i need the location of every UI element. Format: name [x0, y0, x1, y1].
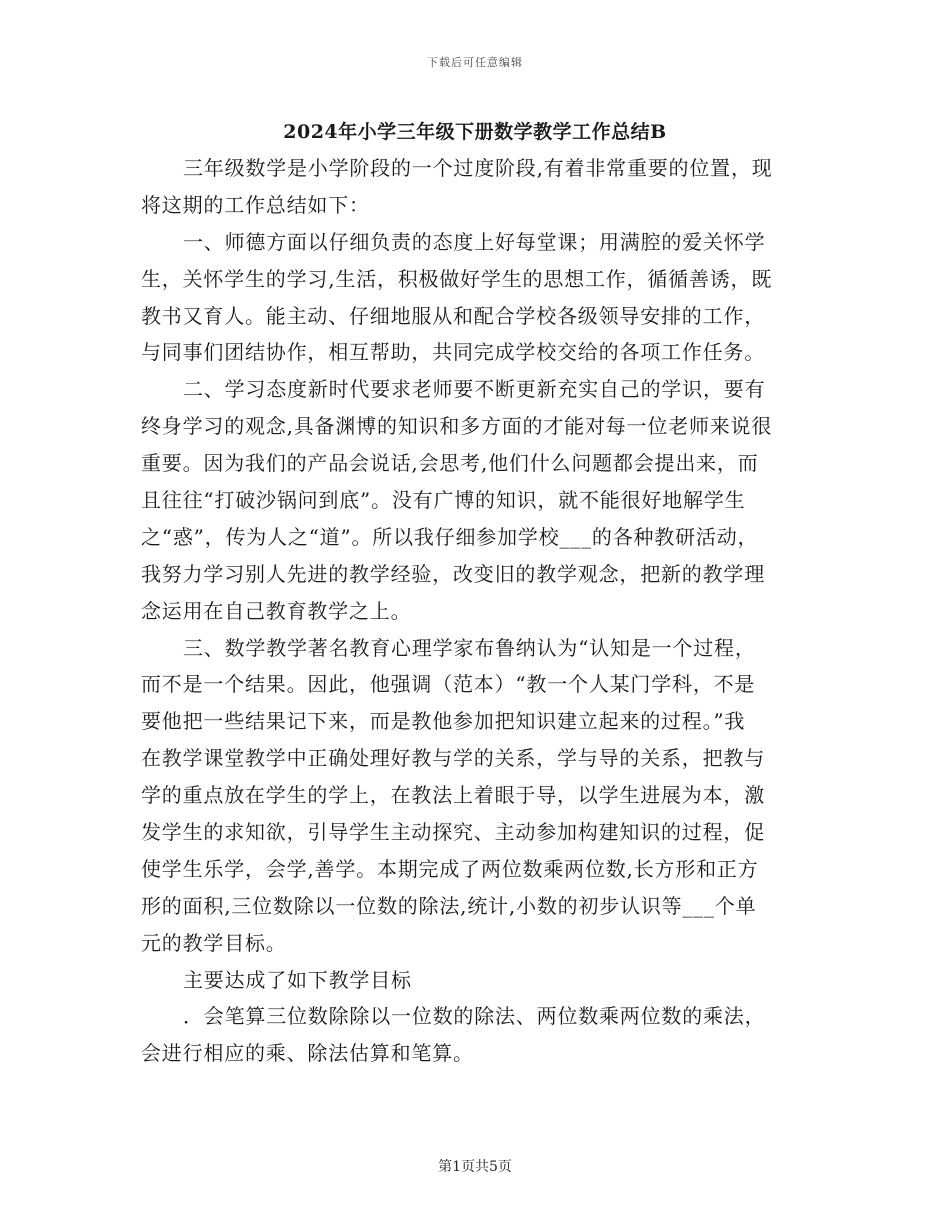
text-line: 与同事们团结协作，相互帮助，共同完成学校交给的各项工作任务。	[141, 340, 765, 365]
text-line: 发学生的求知欲，引导学生主动探究、主动参加构建知识的过程，促	[141, 820, 765, 845]
text-line: 二、学习态度新时代要求老师要不断更新充实自己的学识，要有	[183, 377, 766, 402]
text-line: 在教学课堂教学中正确处理好教与学的关系，学与导的关系，把教与	[141, 746, 765, 771]
text-line: 主要达成了如下教学目标	[183, 967, 412, 992]
text-line: 念运用在自己教育教学之上。	[141, 598, 412, 623]
text-line: 形的面积,三位数除以一位数的除法,统计,小数的初步认识等___个单	[141, 893, 757, 918]
text-line: 三、数学教学著名教育心理学家布鲁纳认为“认知是一个过程，	[183, 635, 756, 660]
text-line: 之“惑”，传为人之“道”。所以我仔细参加学校___的各种教研活动，	[141, 524, 759, 549]
text-line: 元的教学目标。	[141, 930, 287, 955]
text-line: 终身学习的观念,具备渊博的知识和多方面的才能对每一位老师来说很	[141, 414, 773, 439]
text-line: 将这期的工作总结如下：	[141, 192, 370, 217]
text-line: 且往往“打破沙锅问到底”。没有广博的知识，就不能很好地解学生	[141, 488, 746, 513]
text-line: 教书又育人。能主动、仔细地服从和配合学校各级领导安排的工作，	[141, 303, 765, 328]
text-line: 会进行相应的乘、除法估算和笔算。	[141, 1041, 474, 1066]
text-line: 使学生乐学，会学,善学。本期完成了两位数乘两位数,长方形和正方	[141, 856, 759, 881]
text-line: 学的重点放在学生的学上，在教法上着眼于导，以学生进展为本，激	[141, 783, 765, 808]
text-line: 而不是一个结果。因此，他强调（范本）“教一个人某门学科，不是	[141, 672, 756, 697]
document-title: 2024年小学三年级下册数学教学工作总结B	[283, 121, 667, 143]
text-line: 三年级数学是小学阶段的一个过度阶段,有着非常重要的位置，现	[183, 156, 773, 180]
text-line: 要他把一些结果记下来，而是教他参加把知识建立起来的过程。”我	[141, 709, 746, 734]
document-body	[141, 150, 821, 1072]
text-line: 一、师德方面以仔细负责的态度上好每堂课；用满腔的爱关怀学	[183, 229, 766, 254]
text-line: ．会笔算三位数除除以一位数的除法、两位数乘两位数的乘法，	[183, 1004, 766, 1029]
text-line: 重要。因为我们的产品会说话,会思考,他们什么问题都会提出来，而	[141, 451, 759, 476]
page-footer: 第1页共5页	[438, 1159, 512, 1175]
header-note: 下载后可任意编辑	[427, 56, 523, 69]
text-line: 生，关怀学生的学习,生活，积极做好学生的思想工作，循循善诱，既	[141, 266, 773, 291]
text-line: 我努力学习别人先进的教学经验，改变旧的教学观念，把新的教学理	[141, 561, 765, 586]
